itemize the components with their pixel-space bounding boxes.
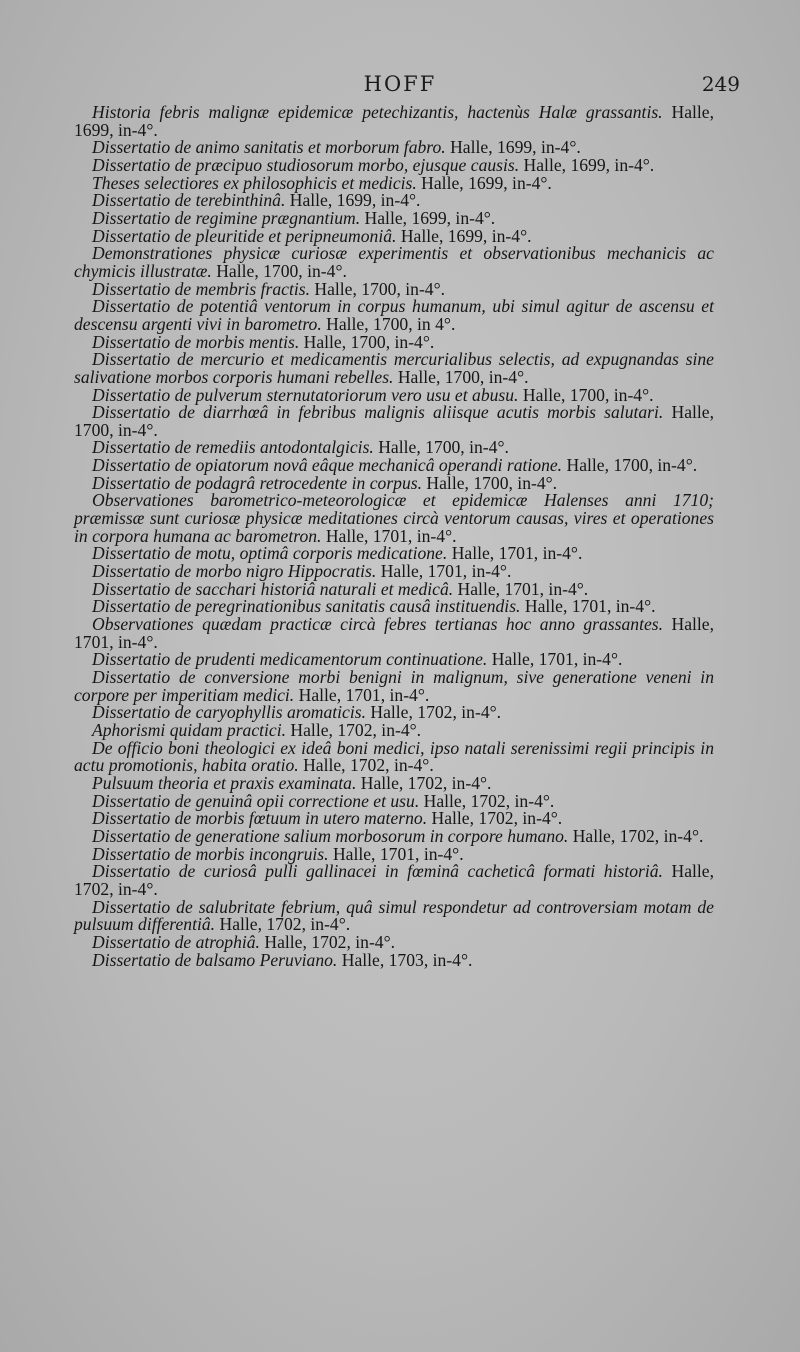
entry-imprint: Halle, 1701, in-4°. xyxy=(451,543,583,564)
entry-imprint: Halle, 1700, in-4°. xyxy=(426,472,558,493)
entry-imprint: Halle, 1702, in-4°. xyxy=(74,861,714,899)
entry-title: Dissertatio de balsamo Peruviano. xyxy=(92,949,338,970)
entry-title: Historia febris malignæ epidemicæ petechizantis, hactenùs Halæ grassantis. xyxy=(92,102,663,122)
bibliography-entry xyxy=(74,669,714,704)
entry-title: Dissertatio de pleuritide et peripneumoniâ. xyxy=(92,225,397,246)
entry-imprint: Halle, 1701, in-4°. xyxy=(524,596,656,617)
entry-title: Dissertatio de membris fractis. xyxy=(92,278,310,299)
entry-imprint: Halle, 1701, in-4°. xyxy=(74,614,714,652)
entry-title: Dissertatio de atrophiâ. xyxy=(92,931,260,952)
entry-imprint: Halle, 1701, in-4°. xyxy=(332,843,464,864)
entry-title: Dissertatio de opiatorum novâ eâque mechanicâ operandi ratione. xyxy=(92,455,563,476)
entry-title: Theses selectiores ex philosophicis et medicis. xyxy=(92,172,417,193)
entry-title: Dissertatio de generatione salium morbosorum in corpore humano. xyxy=(92,825,569,846)
entry-imprint: Halle, 1702, in-4°. xyxy=(290,719,422,740)
entry-title: Dissertatio de regimine prægnantium. xyxy=(92,207,361,228)
entry-imprint: Halle, 1700, in-4°. xyxy=(303,331,435,352)
entry-title: Dissertatio de motu, optimâ corporis medicatione. xyxy=(92,543,448,564)
entry-title: Dissertatio de caryophyllis aromaticis. xyxy=(92,702,366,723)
entry-title: Dissertatio de prudenti medicamentorum continuatione. xyxy=(92,649,488,670)
entry-imprint: Halle, 1702, in-4°. xyxy=(431,808,563,829)
entry-title: Dissertatio de remediis antodontalgicis. xyxy=(92,437,374,458)
bibliography-entry xyxy=(74,351,714,386)
bibliography-entry xyxy=(74,298,714,333)
entry-imprint: Halle, 1702, in-4°. xyxy=(423,790,555,811)
entry-imprint: Halle, 1702, in-4°. xyxy=(370,702,502,723)
entry-imprint: Halle, 1699, in-4°. xyxy=(450,137,581,158)
entry-title: Dissertatio de morbo nigro Hippocratis. xyxy=(92,561,377,582)
bibliography-entry xyxy=(74,616,714,651)
entry-title: Dissertatio de pulverum sternutatoriorum vero usu et abusu. xyxy=(92,384,519,405)
entry-imprint: Halle, 1700, in-4°. xyxy=(74,402,714,440)
entry-imprint: Halle, 1700, in-4°. xyxy=(566,455,698,476)
entry-title: Dissertatio de salubritate febrium, quâ simul respondetur ad controversiam motam de pulsuum differentiâ. xyxy=(74,896,714,935)
entry-imprint: Halle, 1699, in-4°. xyxy=(400,225,532,246)
entry-title: Dissertatio de animo sanitatis et morborum fabro. xyxy=(92,137,446,158)
entry-imprint: Halle, 1700, in 4°. xyxy=(326,313,456,334)
bibliography-entry xyxy=(74,737,714,776)
entry-title: Dissertatio de morbis fœtuum in utero materno. xyxy=(92,808,428,829)
bibliography-entry xyxy=(74,245,714,280)
entry-title: Observationes barometrico-meteorologicæ et epidemicæ Halenses anni 1710; præmissæ sunt curiosæ physicæ meditationes circà ventorum causas, vires et operationes in corpora humana ac barometron. xyxy=(74,490,714,546)
bibliography-list xyxy=(74,104,714,969)
entry-imprint: Halle, 1702, in-4°. xyxy=(264,931,396,952)
entry-title: Dissertatio de morbis mentis. xyxy=(92,331,300,352)
entry-imprint: Halle, 1699, in-4°. xyxy=(421,172,552,193)
entry-imprint: Halle, 1702, in-4°. xyxy=(219,914,351,935)
entry-title: Dissertatio de peregrinationibus sanitatis causâ instituendis. xyxy=(92,596,521,617)
entry-imprint: Halle, 1700, in-4°. xyxy=(522,384,654,405)
bibliography-entry xyxy=(74,863,714,898)
entry-imprint: Halle, 1701, in-4°. xyxy=(457,578,589,599)
entry-title: Dissertatio de podagrâ retrocedente in corpus. xyxy=(92,472,423,493)
bibliography-entry xyxy=(74,492,714,545)
entry-imprint: Halle, 1701, in-4°. xyxy=(491,649,623,670)
entry-title: Aphorismi quidam practici. xyxy=(92,719,287,740)
entry-imprint: Halle, 1702, in-4°. xyxy=(303,755,434,776)
entry-title: Dissertatio de diarrhœâ in febribus malignis aliisque acutis morbis salutari. xyxy=(92,402,664,423)
entry-imprint: Halle, 1703, in-4°. xyxy=(341,949,473,970)
bibliography-entry xyxy=(74,404,714,439)
entry-title: Demonstrationes physicæ curiosæ experimentis et observationibus mechanicis ac chymicis illustratæ. xyxy=(74,243,714,281)
entry-imprint: Halle, 1702, in-4°. xyxy=(360,772,492,793)
entry-title: Pulsuum theoria et praxis examinata. xyxy=(92,772,357,793)
entry-imprint: Halle, 1700, in-4°. xyxy=(216,260,347,281)
entry-imprint: Halle, 1699, in-4°. xyxy=(523,154,655,175)
entry-title: Dissertatio de morbis incongruis. xyxy=(92,843,329,864)
bibliography-entry xyxy=(74,896,714,935)
bibliography-entry xyxy=(74,949,714,970)
page-header xyxy=(0,72,800,106)
entry-title: Dissertatio de conversione morbi benigni in malignum, sive generatione veneni in corpore per imperitiam medici. xyxy=(74,667,714,705)
entry-imprint: Halle, 1701, in-4°. xyxy=(380,561,512,582)
entry-title: Dissertatio de terebinthinâ. xyxy=(92,190,286,211)
entry-imprint: Halle, 1701, in-4°. xyxy=(325,525,457,546)
entry-imprint: Halle, 1701, in-4°. xyxy=(298,684,430,705)
entry-title: De officio boni theologici ex ideâ boni medici, ipso natali serenissimi regii principis in actu promotionis, habita oratio. xyxy=(74,737,714,776)
entry-imprint: Halle, 1699, in-4°. xyxy=(364,207,496,228)
entry-title: Dissertatio de genuinâ opii correctione et usu. xyxy=(92,790,420,811)
entry-imprint: Halle, 1700, in-4°. xyxy=(314,278,446,299)
bibliography-entry xyxy=(74,104,714,139)
entry-title: Dissertatio de potentiâ ventorum in corpus humanum, ubi simul agitur de ascensu et descensu argenti vivi in barometro. xyxy=(74,296,714,334)
entry-title: Observationes quædam practicæ circà febres tertianas hoc anno grassantes. xyxy=(92,614,664,635)
page-number: 249 xyxy=(701,72,740,96)
running-head: HOFF xyxy=(363,72,437,96)
entry-title: Dissertatio de curiosâ pulli gallinacei in fœminâ cacheticâ formati historiâ. xyxy=(92,861,663,882)
entry-imprint: Halle, 1699, in-4°. xyxy=(74,102,714,140)
entry-imprint: Halle, 1700, in-4°. xyxy=(378,437,509,458)
entry-title: Dissertatio de mercurio et medicamentis mercurialibus selectis, ad expugnandas sine salivatione morbos corporis humani rebelles. xyxy=(74,349,714,387)
entry-title: Dissertatio de præcipuo studiosorum morbo, ejusque causis. xyxy=(92,154,520,175)
entry-imprint: Halle, 1702, in-4°. xyxy=(572,825,704,846)
entry-title: Dissertatio de sacchari historiâ naturali et medicâ. xyxy=(92,578,454,599)
entry-imprint: Halle, 1699, in-4°. xyxy=(289,190,421,211)
entry-imprint: Halle, 1700, in-4°. xyxy=(397,366,529,387)
